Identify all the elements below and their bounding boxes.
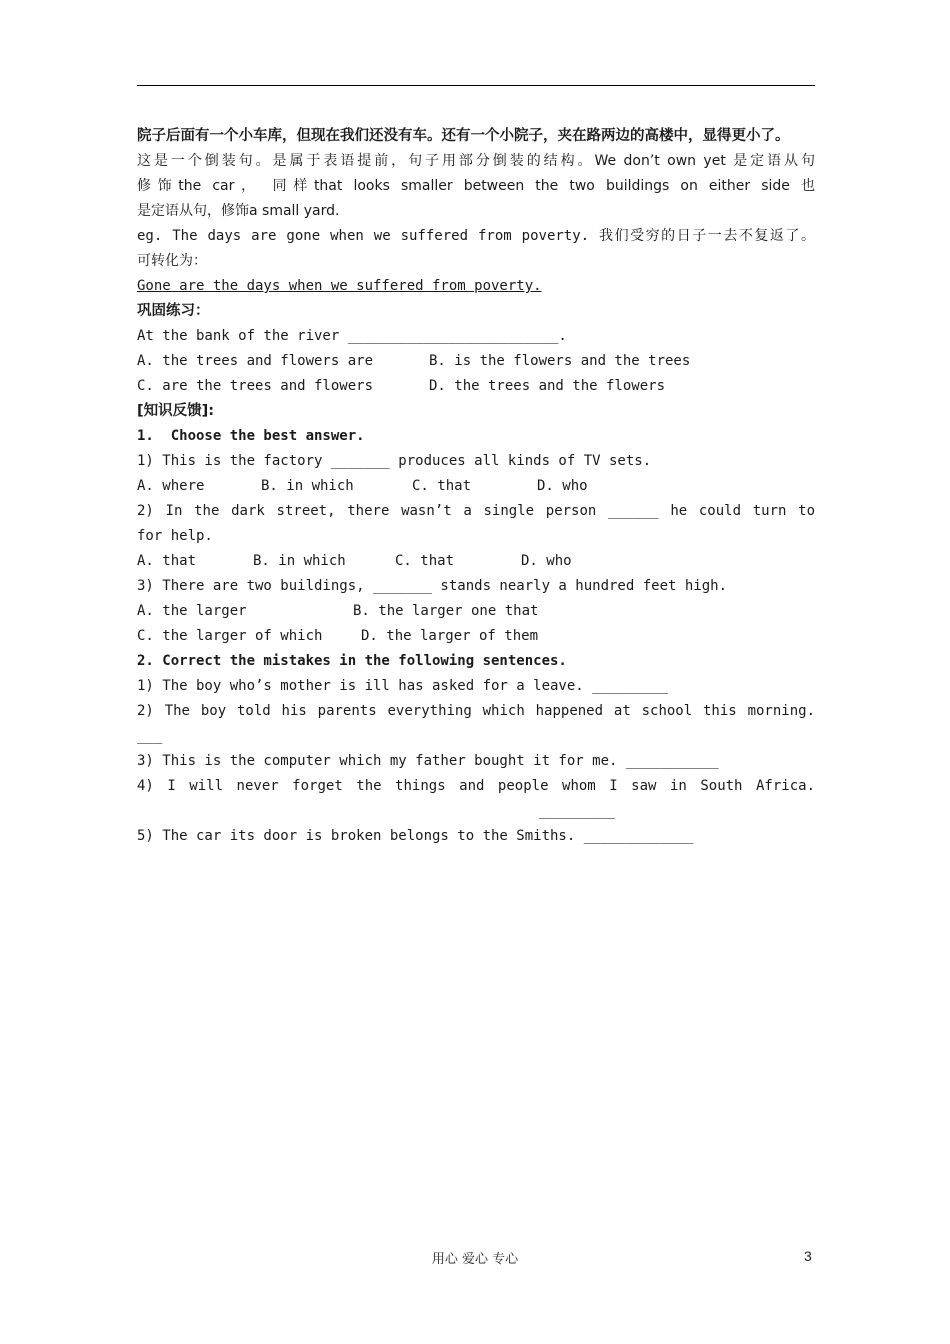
q2-option: B. in which [253,553,346,569]
practice-question: At the bank of the river _________________________. [137,328,567,344]
q3-option-d: D. the larger of them [361,628,539,644]
converted-sentence: Gone are the days when we suffered from poverty. [137,278,542,294]
practice-label: 巩固练习： [137,303,210,319]
intro-translation: 院子后面有一个小车库，但现在我们还没有车。还有一个小院子，夹在路两边的高楼中，显得更小了。 [137,128,790,144]
q2-options [137,549,815,574]
q1-option: B. in which [261,478,354,494]
header-rule [137,85,815,86]
correction-2-line-2: ___ [137,728,163,744]
q2-text-line-2: for help. [137,528,213,544]
convert-label: 可转化为： [137,253,207,269]
q2-option: D. who [521,553,572,569]
practice-options-row-2 [137,374,815,399]
feedback-label: [知识反馈]: [137,403,215,419]
explanation-line-2: 修饰the car， 同样that looks smaller between the two buildings on either side 也 [137,178,815,194]
page-content [137,124,815,849]
q1-option: D. who [537,478,588,494]
example-sentence: eg. The days are gone when we suffered from poverty. 我们受穷的日子一去不复返了。 [137,228,815,244]
correction-2-line-1: 2) The boy told his parents everything which happened at school this morning. [137,703,815,719]
q1-option: C. that [412,478,472,494]
correction-4-line-2: _________ [539,803,615,819]
explanation-line-3: 是定语从句，修饰a small yard. [137,203,340,219]
footer-motto: 用心 爱心 专心 [431,1252,519,1267]
practice-options-row-1 [137,349,815,374]
correction-1: 1) The boy who’s mother is ill has asked for a leave. _________ [137,678,669,694]
q1-option: A. where [137,478,205,494]
q3-option-b: B. the larger one that [353,603,539,619]
practice-option-a: A. the trees and flowers are [137,353,374,369]
explanation-line-1: 这是一个倒装句。是属于表语提前，句子用部分倒装的结构。We don’t own yet 是定语从句 [137,153,815,169]
practice-option-d: D. the trees and the flowers [429,378,666,394]
correction-4-line-1: 4) I will never forget the things and people whom I saw in South Africa. [137,778,815,794]
q3-options-row-1 [137,599,815,624]
correction-5: 5) The car its door is broken belongs to the Smiths. _____________ [137,828,694,844]
q3-option-c: C. the larger of which [137,628,323,644]
q2-text-line-1: 2) In the dark street, there wasn’t a single person ______ he could turn to [137,503,815,519]
page-number: 3 [804,1248,812,1264]
practice-option-b: B. is the flowers and the trees [429,353,691,369]
q2-option: C. that [395,553,455,569]
q3-options-row-2 [137,624,815,649]
section-1-title: 1. Choose the best answer. [137,428,365,444]
q3-text: 3) There are two buildings, _______ stands nearly a hundred feet high. [137,578,728,594]
q2-option: A. that [137,553,197,569]
q3-option-a: A. the larger [137,603,247,619]
q1-text: 1) This is the factory _______ produces all kinds of TV sets. [137,453,652,469]
correction-3: 3) This is the computer which my father bought it for me. ___________ [137,753,719,769]
q1-options [137,474,815,499]
section-2-title: 2. Correct the mistakes in the following sentences. [137,653,567,669]
practice-option-c: C. are the trees and flowers [137,378,374,394]
